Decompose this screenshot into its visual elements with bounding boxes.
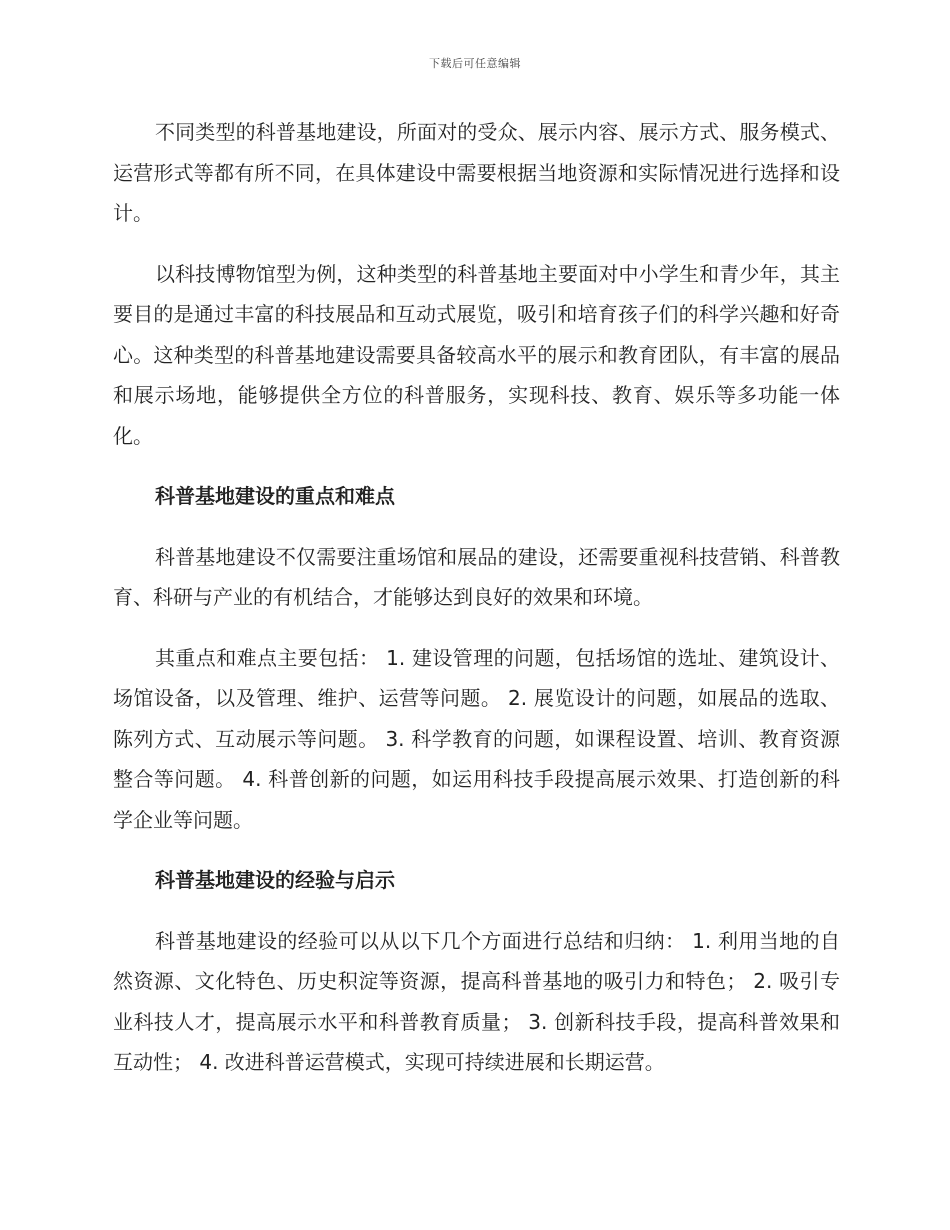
paragraph-5: 科普基地建设的经验可以从以下几个方面进行总结和归纳： 1. 利用当地的自然资源、文化特色、历史积淀等资源，提高科普基地的吸引力和特色； 2. 吸引专业科技人才，提高展示水平和科普教育质量； 3. 创新科技手段，提高科普效果和互动性； 4. 改进科普运营模式，实现可持续进展和长期运营。 <box>113 928 840 1074</box>
section-heading-2: 科普基地建设的经验与启示 <box>155 868 395 892</box>
page-header: 下载后可任意编辑 <box>429 57 521 70</box>
paragraph-2: 以科技博物馆型为例，这种类型的科普基地主要面对中小学生和青少年，其主要目的是通过丰富的科技展品和互动式展览，吸引和培育孩子们的科学兴趣和好奇心。这种类型的科普基地建设需要具备较高水平的展示和教育团队，有丰富的展品和展示场地，能够提供全方位的科普服务，实现科技、教育、娱乐等多功能一体化。 <box>113 261 840 448</box>
section-heading-1: 科普基地建设的重点和难点 <box>155 484 395 508</box>
paragraph-4: 其重点和难点主要包括： 1. 建设管理的问题，包括场馆的选址、建筑设计、场馆设备，以及管理、维护、运营等问题。 2. 展览设计的问题，如展品的选取、陈列方式、互动展示等问题。 3. 科学教育的问题，如课程设置、培训、教育资源整合等问题。 4. 科普创新的问题，如运用科技手段提高展示效果、打造创新的科学企业等问题。 <box>113 645 840 832</box>
paragraph-3: 科普基地建设不仅需要注重场馆和展品的建设，还需要重视科技营销、科普教育、科研与产业的有机结合，才能够达到良好的效果和环境。 <box>113 544 840 609</box>
document-body <box>113 112 840 1103</box>
paragraph-1: 不同类型的科普基地建设，所面对的受众、展示内容、展示方式、服务模式、运营形式等都有所不同，在具体建设中需要根据当地资源和实际情况进行选择和设计。 <box>113 120 840 225</box>
